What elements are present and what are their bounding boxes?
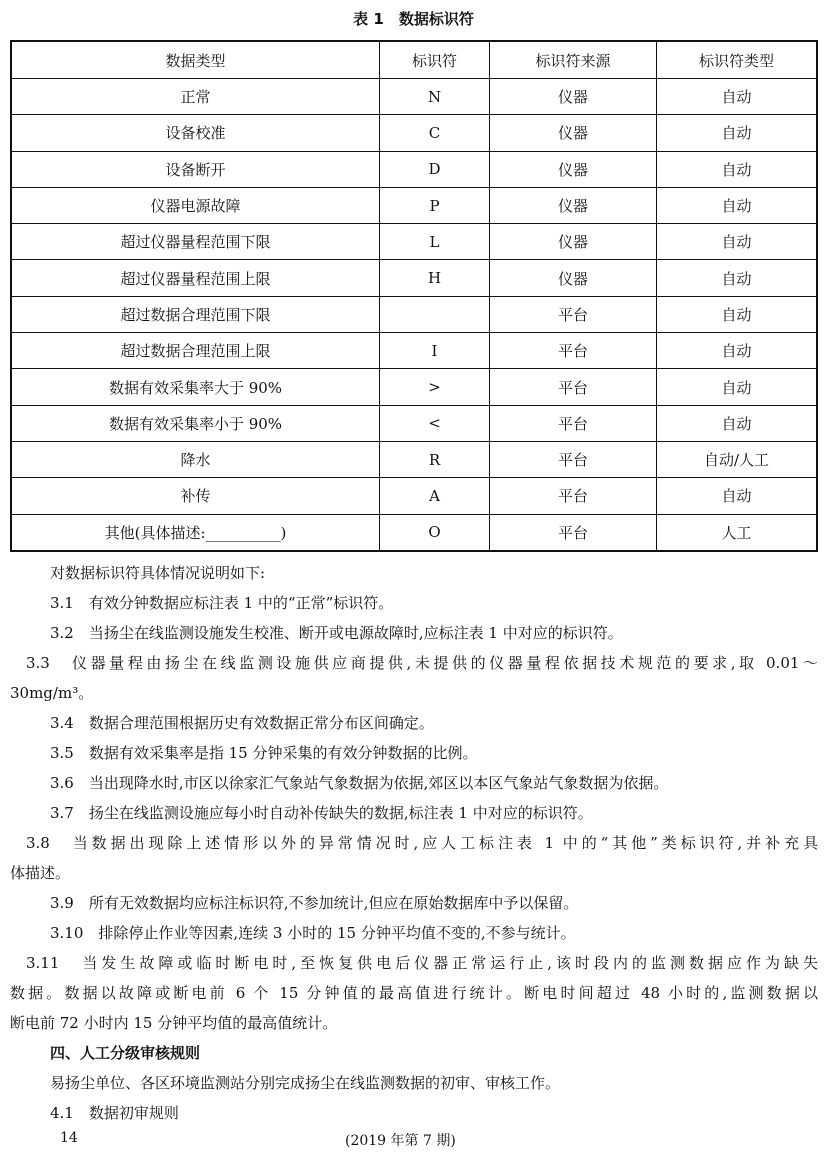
cell-source: 仪器 — [490, 187, 657, 223]
cell-source: 平台 — [490, 405, 657, 441]
table-row — [11, 296, 817, 332]
text-line: 3.6 当出现降水时,市区以徐家汇气象站气象数据为依据,郊区以本区气象站气象数据为依据。 — [50, 774, 669, 792]
cell-type: 自动 — [657, 333, 818, 369]
cell-type: 人工 — [657, 514, 818, 551]
section-heading: 四、人工分级审核规则 — [50, 1044, 201, 1062]
cell-identifier: H — [380, 260, 490, 296]
cell-identifier: L — [380, 224, 490, 260]
table-row — [11, 151, 817, 187]
issue-label: (2019 年第 7 期) — [345, 1133, 456, 1149]
page-number: 14 — [60, 1130, 78, 1146]
cell-data-type: 其他(具体描述:__________) — [11, 514, 380, 551]
table-row — [11, 224, 817, 260]
text-line: 3.3 仪器量程由扬尘在线监测设施供应商提供,未提供的仪器量程依据技术规范的要求,取 0.01～ — [26, 654, 818, 672]
cell-source: 仪器 — [490, 115, 657, 151]
cell-type: 自动 — [657, 187, 818, 223]
table-row — [11, 333, 817, 369]
cell-type: 自动 — [657, 260, 818, 296]
cell-data-type: 设备校准 — [11, 115, 380, 151]
text-line: 3.7 扬尘在线监测设施应每小时自动补传缺失的数据,标注表 1 中对应的标识符。 — [50, 804, 593, 822]
cell-type: 自动 — [657, 405, 818, 441]
cell-source: 平台 — [490, 333, 657, 369]
header-type: 标识符类型 — [657, 41, 818, 79]
text-line: 易扬尘单位、各区环境监测站分别完成扬尘在线监测数据的初审、审核工作。 — [50, 1074, 561, 1092]
cell-data-type: 仪器电源故障 — [11, 187, 380, 223]
text-line: 3.10 排除停止作业等因素,连续 3 小时的 15 分钟平均值不变的,不参与统计。 — [50, 924, 576, 942]
cell-data-type: 超过数据合理范围上限 — [11, 333, 380, 369]
cell-identifier: > — [380, 369, 490, 405]
cell-data-type: 数据有效采集率小于 90% — [11, 405, 380, 441]
cell-source: 平台 — [490, 369, 657, 405]
text-line: 3.2 当扬尘在线监测设施发生校准、断开或电源故障时,应标注表 1 中对应的标识符。 — [50, 624, 623, 642]
text-line: 断电前 72 小时内 15 分钟平均值的最高值统计。 — [10, 1014, 338, 1032]
text-line: 3.1 有效分钟数据应标注表 1 中的“正常”标识符。 — [50, 594, 394, 612]
text-line: 3.9 所有无效数据均应标注标识符,不参加统计,但应在原始数据库中予以保留。 — [50, 894, 579, 912]
cell-data-type: 补传 — [11, 478, 380, 514]
cell-identifier: O — [380, 514, 490, 551]
cell-source: 仪器 — [490, 151, 657, 187]
cell-type: 自动 — [657, 151, 818, 187]
text-line: 3.5 数据有效采集率是指 15 分钟采集的有效分钟数据的比例。 — [50, 744, 478, 762]
text-line: 体描述。 — [10, 864, 71, 882]
table-row — [11, 79, 817, 115]
text-line: 3.4 数据合理范围根据历史有效数据正常分布区间确定。 — [50, 714, 434, 732]
table-row — [11, 115, 817, 151]
cell-type: 自动 — [657, 115, 818, 151]
cell-data-type: 正常 — [11, 79, 380, 115]
cell-data-type: 超过数据合理范围下限 — [11, 296, 380, 332]
cell-identifier: N — [380, 79, 490, 115]
cell-data-type: 数据有效采集率大于 90% — [11, 369, 380, 405]
cell-identifier: R — [380, 441, 490, 477]
cell-type: 自动 — [657, 79, 818, 115]
text-line: 数据。数据以故障或断电前 6 个 15 分钟值的最高值进行统计。断电时间超过 48 小时的,监测数据以 — [10, 984, 818, 1002]
table-row — [11, 478, 817, 514]
table-row — [11, 187, 817, 223]
cell-identifier: < — [380, 405, 490, 441]
cell-type: 自动 — [657, 478, 818, 514]
table-row — [11, 405, 817, 441]
table-row — [11, 441, 817, 477]
cell-source: 平台 — [490, 441, 657, 477]
text-line: 3.11 当发生故障或临时断电时,至恢复供电后仪器正常运行止,该时段内的监测数据应作为缺失 — [26, 954, 818, 972]
cell-identifier: D — [380, 151, 490, 187]
table-title: 表 1 数据标识符 — [353, 10, 474, 28]
text-line: 4.1 数据初审规则 — [50, 1104, 179, 1122]
cell-identifier: P — [380, 187, 490, 223]
cell-data-type: 设备断开 — [11, 151, 380, 187]
cell-identifier: C — [380, 115, 490, 151]
cell-identifier: I — [380, 333, 490, 369]
header-data-type: 数据类型 — [11, 41, 380, 79]
cell-type: 自动 — [657, 296, 818, 332]
cell-type: 自动 — [657, 224, 818, 260]
cell-source: 平台 — [490, 514, 657, 551]
text-line: 对数据标识符具体情况说明如下: — [50, 564, 266, 582]
cell-source: 仪器 — [490, 224, 657, 260]
data-identifier-table — [10, 40, 818, 552]
header-identifier: 标识符 — [380, 41, 490, 79]
text-line: 3.8 当数据出现除上述情形以外的异常情况时,应人工标注表 1 中的“其他”类标识符,并补充具 — [26, 834, 818, 852]
cell-type: 自动/人工 — [657, 441, 818, 477]
table-row — [11, 260, 817, 296]
cell-type: 自动 — [657, 369, 818, 405]
cell-data-type: 超过仪器量程范围上限 — [11, 260, 380, 296]
table-row — [11, 369, 817, 405]
cell-identifier — [380, 296, 490, 332]
table-header-row — [11, 41, 817, 79]
text-line: 30mg/m³。 — [10, 684, 94, 702]
cell-source: 平台 — [490, 478, 657, 514]
cell-source: 平台 — [490, 296, 657, 332]
cell-data-type: 超过仪器量程范围下限 — [11, 224, 380, 260]
cell-data-type: 降水 — [11, 441, 380, 477]
cell-source: 仪器 — [490, 79, 657, 115]
table-row — [11, 514, 817, 551]
header-source: 标识符来源 — [490, 41, 657, 79]
cell-source: 仪器 — [490, 260, 657, 296]
cell-identifier: A — [380, 478, 490, 514]
